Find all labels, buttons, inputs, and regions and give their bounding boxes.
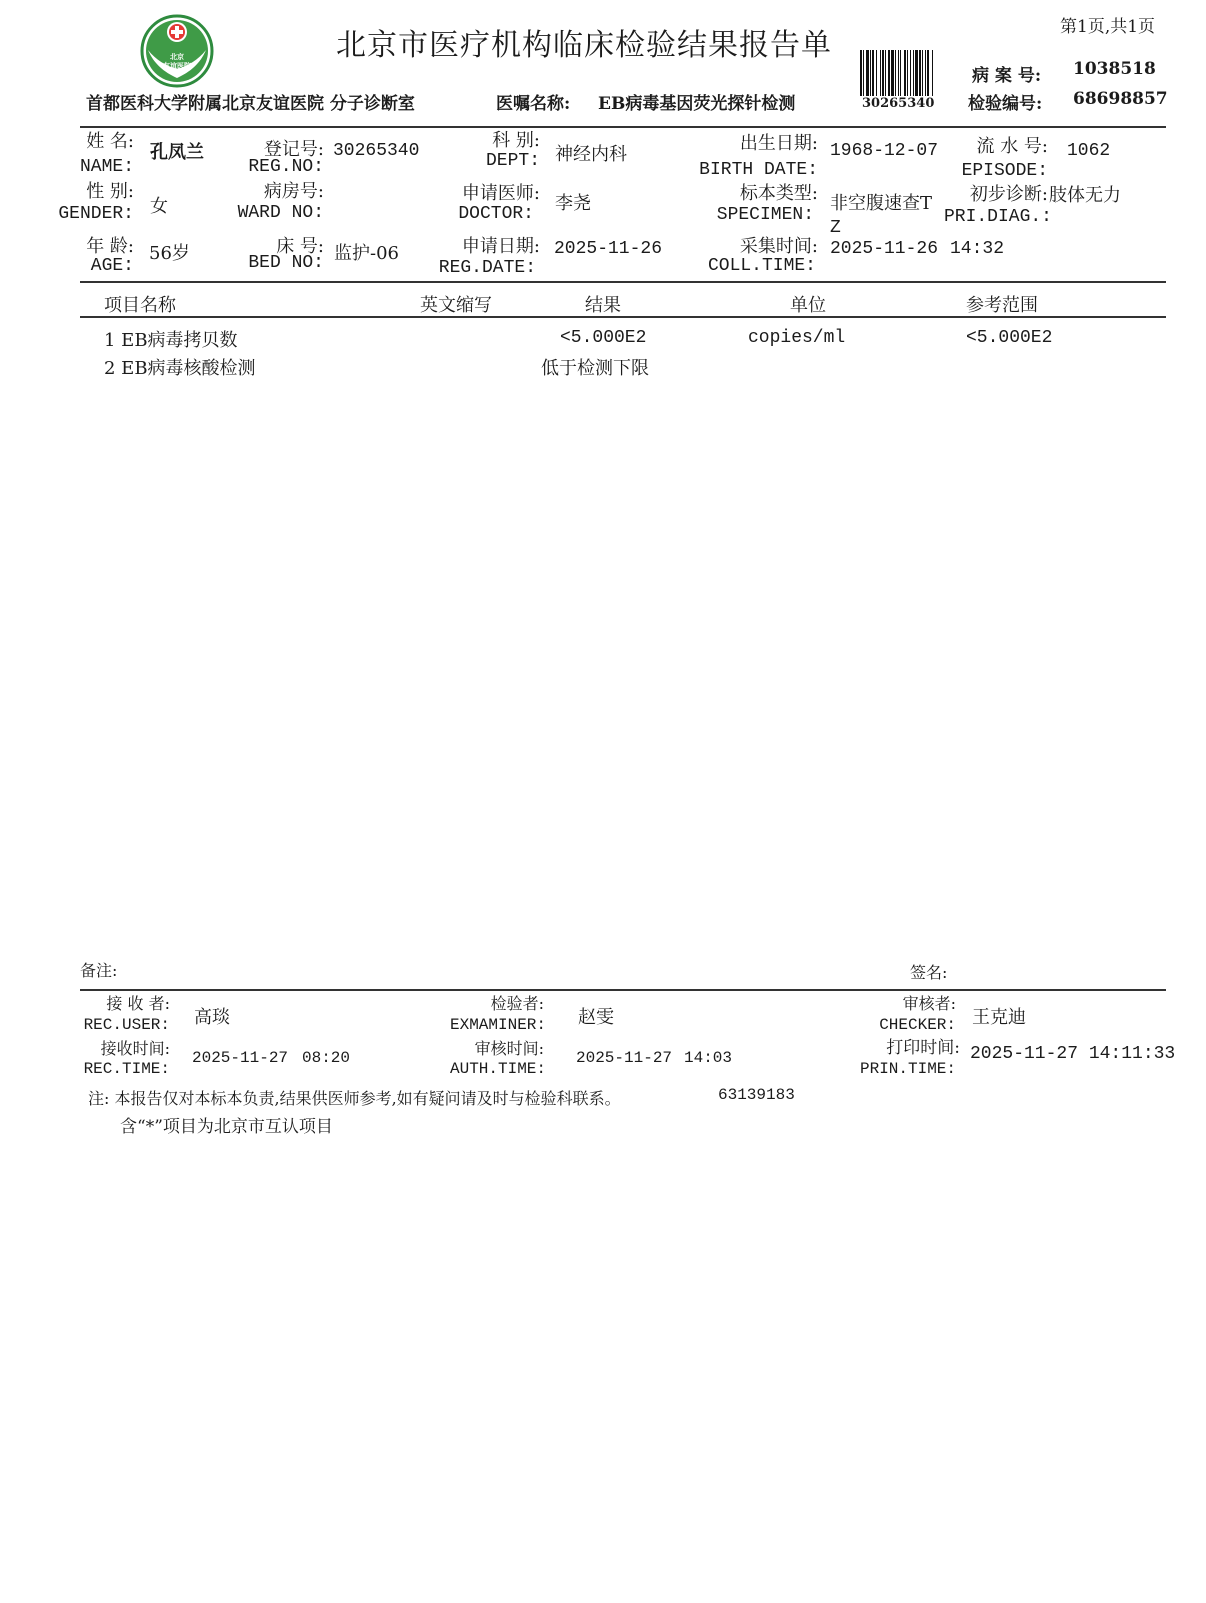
mutual-recognition-note: 含“*”项目为北京市互认项目 [120,1117,333,1137]
episode-label-cn: 流 水 号: [976,136,1048,157]
specimen-value-1: 非空腹速查T [830,193,933,214]
table-header-divider [80,316,1166,318]
row-item: 1 EB病毒拷贝数 [104,330,238,351]
barcode [860,50,952,96]
report-title: 北京市医疗机构临床检验结果报告单 [336,28,832,63]
row-result: 低于检测下限 [541,358,649,379]
examiner-label-cn: 检验者: [490,994,544,1013]
doctor-label-en: DOCTOR: [458,204,534,224]
row-unit: copies/ml [748,328,846,348]
age-value: 56岁 [149,243,190,264]
specimen-value-2: Z [830,218,841,238]
rec-user-value: 高琰 [194,1007,230,1028]
age-label-cn: 年 龄: [86,236,134,257]
rec-time-date: 2025-11-27 [192,1049,289,1067]
ward-label-cn: 病房号: [263,181,324,202]
print-time-label-en: PRIN.TIME: [859,1060,956,1078]
bed-label-en: BED NO: [248,253,324,273]
order-label: 医嘱名称: [496,94,571,114]
diag-label-cn: 初步诊断: [969,184,1048,205]
order-value: EB病毒基因荧光探针检测 [598,94,796,114]
examiner-value: 赵雯 [578,1007,614,1028]
birth-label-cn: 出生日期: [739,133,818,154]
remark-label: 备注: [80,961,118,980]
sign-label: 签名: [910,963,948,982]
gender-label-cn: 性 别: [86,181,134,202]
birth-value: 1968-12-07 [830,141,939,161]
reg-value: 30265340 [333,141,420,161]
row-result: <5.000E2 [560,328,647,348]
checker-label-en: CHECKER: [879,1016,956,1034]
auth-time-date: 2025-11-27 [576,1049,673,1067]
header-divider [80,126,1166,128]
rec-user-label-cn: 接 收 者: [106,994,170,1013]
page-info: 第1页,共1页 [1060,17,1156,37]
reg-label-cn: 登记号: [263,139,324,160]
dept-label-en: DEPT: [485,151,540,171]
contact-phone: 63139183 [718,1086,795,1104]
col-header-unit: 单位 [790,295,826,316]
reg-label-en: REG.NO: [248,157,324,177]
doctor-label-cn: 申请医师: [461,183,540,204]
hospital-logo [140,14,214,88]
name-label-cn: 姓 名: [86,131,134,152]
age-label-en: AGE: [90,256,134,276]
case-no-value: 1038518 [1073,59,1156,79]
regdate-value: 2025-11-26 [554,239,663,259]
row-ref: <5.000E2 [966,328,1053,348]
checker-value: 王克迪 [972,1007,1026,1028]
print-time-value: 2025-11-27 14:11:33 [970,1044,1176,1064]
logo-text-1: 北京 [170,53,184,61]
coll-time: 14:32 [950,239,1005,259]
specimen-label-en: SPECIMEN: [716,205,814,225]
footer-divider [80,989,1166,991]
auth-time-label-cn: 审核时间: [474,1039,544,1058]
institution-name: 首都医科大学附属北京友谊医院 分子诊断室 [86,94,415,114]
bed-label-cn: 床 号: [276,236,324,257]
bed-value: 监护-06 [334,243,399,264]
dept-value: 神经内科 [555,144,627,165]
rec-time-label-cn: 接收时间: [100,1039,170,1058]
diag-label-en: PRI.DIAG.: [943,207,1052,227]
name-label-en: NAME: [79,157,134,177]
rec-time-time: 08:20 [302,1049,351,1067]
gender-label-en: GENDER: [58,204,134,224]
dept-label-cn: 科 别: [492,130,540,151]
test-no-label: 检验编号: [968,94,1043,114]
episode-value: 1062 [1067,141,1111,161]
print-time-label-cn: 打印时间: [886,1038,960,1058]
name-value: 孔凤兰 [150,142,204,163]
auth-time-time: 14:03 [684,1049,733,1067]
auth-time-label-en: AUTH.TIME: [449,1060,546,1078]
coll-label-en: COLL.TIME: [707,256,816,276]
checker-label-cn: 审核者: [902,994,956,1013]
coll-date: 2025-11-26 [830,239,939,259]
birth-label-en: BIRTH DATE: [699,160,818,180]
episode-label-en: EPISODE: [961,161,1048,181]
coll-label-cn: 采集时间: [739,236,818,257]
gender-value: 女 [150,196,168,217]
row-item: 2 EB病毒核酸检测 [104,358,256,379]
col-header-item: 项目名称 [104,295,176,316]
examiner-label-en: EXMAMINER: [449,1016,546,1034]
logo-text-2: 友谊医院 [163,62,191,70]
diag-value: 肢体无力 [1049,185,1121,206]
disclaimer-note: 注: 本报告仅对本标本负责,结果供医师参考,如有疑问请及时与检验科联系。 [88,1089,621,1108]
regdate-label-en: REG.DATE: [438,258,536,278]
rec-user-label-en: REC.USER: [83,1016,170,1034]
case-no-label: 病 案 号: [972,66,1042,86]
regdate-label-cn: 申请日期: [461,236,540,257]
doctor-value: 李尧 [555,193,591,214]
col-header-ref: 参考范围 [966,295,1038,316]
ward-label-en: WARD NO: [237,203,324,223]
barcode-number: 30265340 [862,96,935,111]
col-header-abbr: 英文缩写 [420,295,492,316]
patient-divider [80,281,1166,283]
test-no-value: 68698857 [1073,89,1168,109]
specimen-label-cn: 标本类型: [739,183,818,204]
col-header-result: 结果 [585,295,621,316]
rec-time-label-en: REC.TIME: [83,1060,170,1078]
